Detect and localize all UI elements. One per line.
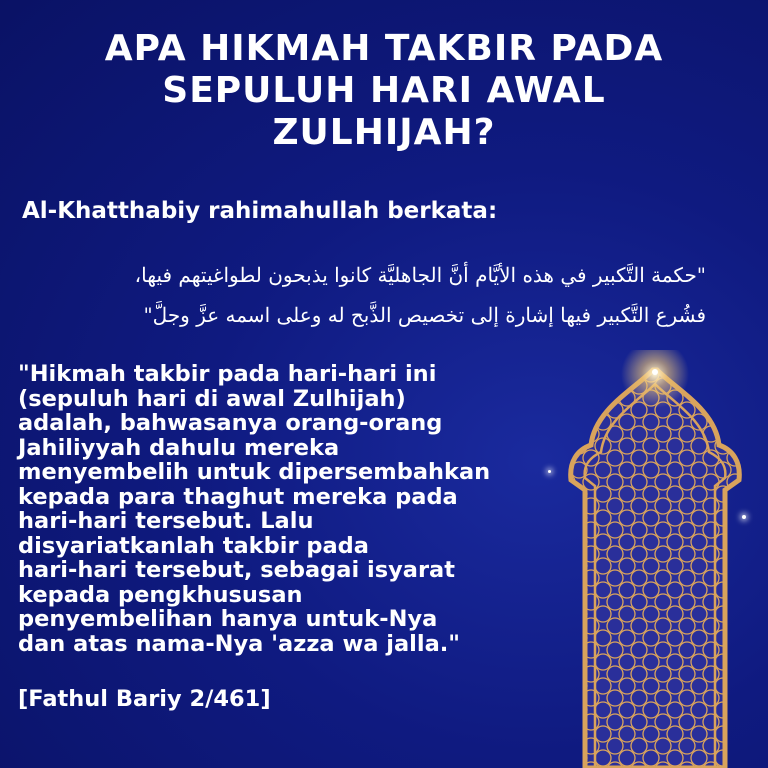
arabic-quote (106, 255, 706, 335)
translation-line: hari-hari tersebut, sebagai isyarat (18, 557, 455, 583)
translation-line: Jahiliyyah dahulu mereka (18, 434, 340, 461)
translation-line: hari-hari tersebut. Lalu (18, 508, 314, 534)
source-reference: [Fathul Bariy 2/461] (18, 686, 271, 712)
sparkle-decoration (548, 470, 551, 473)
translation-line: (sepuluh hari di awal Zulhijah) (18, 385, 406, 412)
arabic-line-2: فشُرع التَّكبير فيها إشارة إلى تخصيص الذَّبح له وعلى اسمه عزَّ وجلَّ" (143, 303, 706, 327)
title-line-3: ZULHIJAH? (272, 112, 496, 153)
translation-line: dan atas nama-Nya 'azza wa jalla." (18, 630, 461, 657)
mosque-window-ornament-icon (555, 350, 755, 768)
arabic-line-1: "حكمة التَّكبير في هذه الأيَّام أنَّ الجاهليَّة كانوا يذبحون لطواغيتهم فيها، (134, 263, 706, 287)
page-title (0, 28, 768, 154)
translation-line: "Hikmah takbir pada hari-hari ini (18, 361, 437, 387)
translation-quote (18, 362, 558, 656)
attribution-text: Al-Khatthabiy rahimahullah berkata: (22, 198, 498, 224)
translation-line: kepada para thaghut mereka pada (18, 483, 458, 510)
translation-line: menyembelih untuk dipersembahkan (18, 459, 491, 485)
translation-line: disyariatkanlah takbir pada (18, 532, 369, 559)
translation-line: penyembelihan hanya untuk-Nya (18, 606, 438, 632)
title-line-1: APA HIKMAH TAKBIR PADA (104, 28, 664, 69)
translation-line: adalah, bahwasanya orang-orang (18, 410, 443, 436)
translation-line: kepada pengkhususan (18, 581, 303, 608)
title-line-2: SEPULUH HARI AWAL (162, 70, 606, 111)
